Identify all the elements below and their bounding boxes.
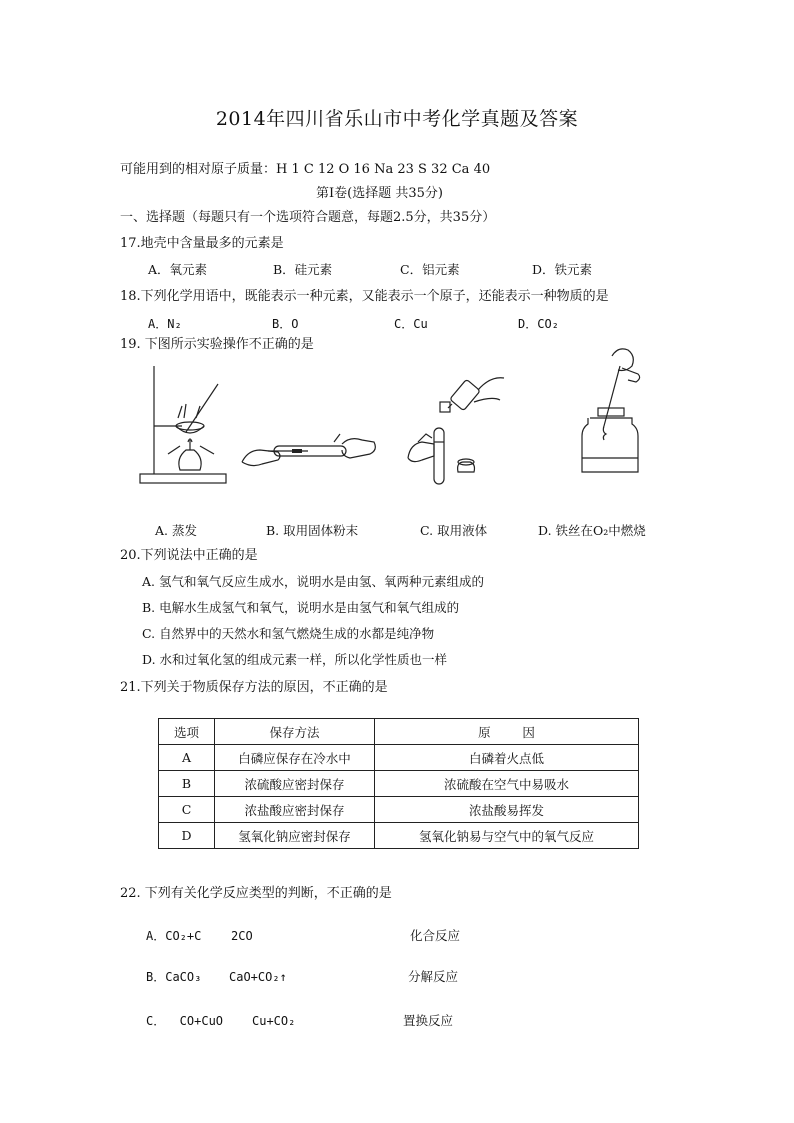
table-cell: C xyxy=(159,797,215,823)
table-row xyxy=(159,823,639,849)
q20-option-d: D. 水和过氧化氢的组成元素一样，所以化学性质也一样 xyxy=(142,652,448,667)
table-row xyxy=(159,771,639,797)
volume-heading: 第Ⅰ卷(选择题 共35分) xyxy=(316,186,443,201)
evaporation-figure xyxy=(138,362,230,486)
q22-item-b-products: CaO+CO₂↑ xyxy=(229,970,287,984)
q22-item-a-products: 2CO xyxy=(231,929,253,943)
table-cell: 浓硫酸在空气中易吸水 xyxy=(375,771,639,797)
table-cell: 浓盐酸应密封保存 xyxy=(215,797,375,823)
q22-item-c-reactants: C． CO+CuO xyxy=(146,1014,224,1028)
q19-option-c: C. 取用液体 xyxy=(420,523,488,538)
table-row xyxy=(159,797,639,823)
table-cell: 氢氧化钠应密封保存 xyxy=(215,823,375,849)
q18-option-c: C．Cu xyxy=(394,317,428,331)
table-cell: 白磷着火点低 xyxy=(375,745,639,771)
q20-stem: 20.下列说法中正确的是 xyxy=(120,548,258,563)
q22-stem: 22. 下列有关化学反应类型的判断，不正确的是 xyxy=(120,886,392,901)
table-cell: 白磷应保存在冷水中 xyxy=(215,745,375,771)
q17-option-c: C．铝元素 xyxy=(400,262,460,277)
table-header-cell: 原 因 xyxy=(375,719,639,745)
q22-item-a-reactants: A．CO₂+C xyxy=(146,929,202,943)
q22-item-c-products: Cu+CO₂ xyxy=(252,1014,296,1028)
q19-stem: 19. 下图所示实验操作不正确的是 xyxy=(120,337,314,352)
table-row xyxy=(159,745,639,771)
q18-option-b: B．O xyxy=(272,317,299,331)
table-cell: D xyxy=(159,823,215,849)
q22-item-b-reactants: B．CaCO₃ xyxy=(146,970,202,984)
q20-option-c: C. 自然界中的天然水和氢气燃烧生成的水都是纯净物 xyxy=(142,626,435,641)
table-cell: 氢氧化钠易与空气中的氧气反应 xyxy=(375,823,639,849)
table-cell: 浓盐酸易挥发 xyxy=(375,797,639,823)
q17-option-b: B．硅元素 xyxy=(273,262,333,277)
table-cell: 浓硫酸应密封保存 xyxy=(215,771,375,797)
q19-option-b: B. 取用固体粉末 xyxy=(266,523,359,538)
q20-option-a: A. 氢气和氧气反应生成水，说明水是由氢、氧两种元素组成的 xyxy=(142,574,484,589)
q17-option-a: A．氧元素 xyxy=(148,262,208,277)
q17-option-d: D．铁元素 xyxy=(532,262,593,277)
atomic-mass-line: 可能用到的相对原子质量：H 1 C 12 O 16 Na 23 S 32 Ca 40 xyxy=(120,162,491,177)
q22-item-c-type: 置换反应 xyxy=(403,1013,454,1028)
table-header-cell: 保存方法 xyxy=(215,719,375,745)
q19-option-a: A. 蒸发 xyxy=(155,523,197,538)
q18-stem: 18.下列化学用语中，既能表示一种元素，又能表示一个原子，还能表示一种物质的是 xyxy=(120,289,609,304)
q18-option-a: A．N₂ xyxy=(148,317,182,331)
storage-table xyxy=(158,718,639,849)
q19-option-d: D. 铁丝在O₂中燃烧 xyxy=(538,523,646,538)
q22-item-a-type: 化合反应 xyxy=(410,928,461,943)
section-heading: 一、选择题（每题只有一个选项符合题意，每题2.5分，共35分） xyxy=(120,210,496,225)
q18-option-d: D．CO₂ xyxy=(518,317,559,331)
liquid-pouring-figure xyxy=(404,372,514,488)
q21-stem: 21.下列关于物质保存方法的原因，不正确的是 xyxy=(120,680,388,695)
table-header-row xyxy=(159,719,639,745)
table-cell: A xyxy=(159,745,215,771)
powder-figure xyxy=(238,420,378,474)
page-title: 2014年四川省乐山市中考化学真题及答案 xyxy=(215,108,579,130)
q20-option-b: B. 电解水生成氢气和氧气，说明水是由氢气和氧气组成的 xyxy=(142,600,460,615)
q17-stem: 17.地壳中含量最多的元素是 xyxy=(120,236,284,251)
q22-item-b-type: 分解反应 xyxy=(408,969,459,984)
iron-wire-figure xyxy=(574,344,654,478)
table-cell: B xyxy=(159,771,215,797)
table-header-cell: 选项 xyxy=(159,719,215,745)
